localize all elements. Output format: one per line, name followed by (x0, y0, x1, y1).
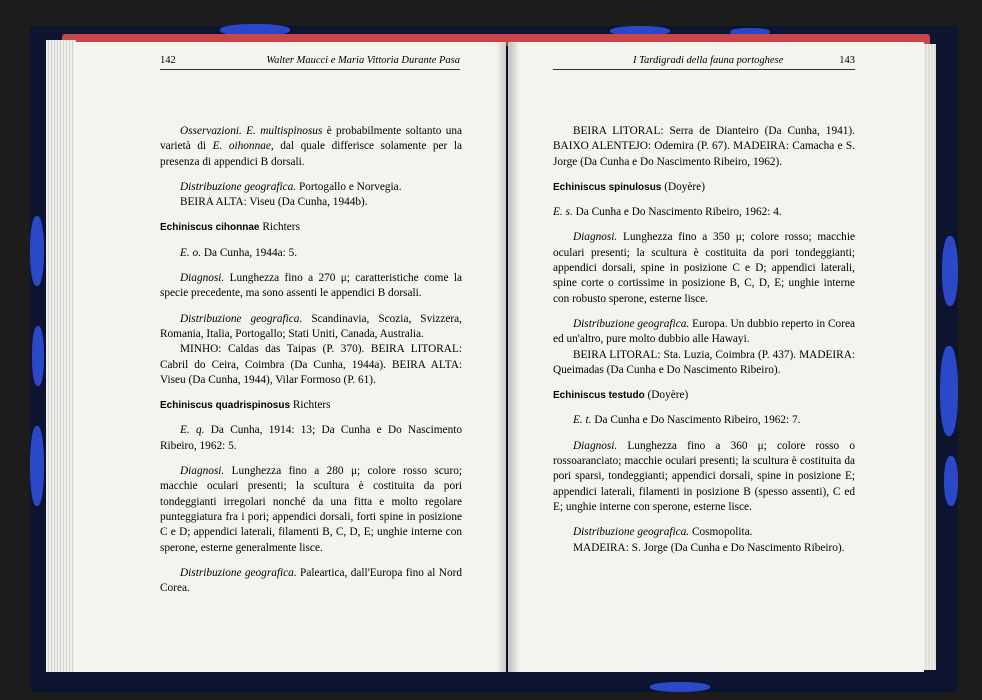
paragraph: BEIRA LITORAL: Serra de Dianteiro (Da Cunha, 1941). BAIXO ALENTEJO: Odemira (P. 67). MADEIRA: Camacha e S. Jorge (Da Cunha e Do Nascimento Ribeiro, 1962). (553, 125, 855, 168)
paragraph: BEIRA ALTA: Viseu (Da Cunha, 1944b). (180, 196, 368, 209)
paragraph: Diagnosi. Lunghezza fino a 350 μ; colore rosso; macchie oculari presenti; la scultura è costituita da pori tondeggianti; appendici dorsali, spine in posizione C e D; appendici laterali, spine corte o cortissime in posizione B, C, D, E; unghie interne con robusto sperone, esterne lisce. (553, 231, 855, 305)
paragraph: Distribuzione geografica. Portogallo e Norvegia. (180, 180, 402, 193)
paragraph: E. s. Da Cunha e Do Nascimento Ribeiro, 1962: 4. (553, 206, 782, 219)
section-heading: Echiniscus spinulosus (Doyère) (553, 180, 705, 193)
paragraph: Diagnosi. Lunghezza fino a 280 μ; colore rosso scuro; macchie oculari presenti; la scultura è costituita da pori tondeggianti irregolari nonché da una fitta e molto regolare punteggiatura fra i pori; appendici dorsali, forti spine in posizione C e D; appendici laterali, filamenti B, C, D, E; unghie interne con sperone, esterne generalmente lisce. (160, 465, 463, 554)
section-heading: Echiniscus testudo (Doyère) (553, 389, 689, 402)
paragraph: Osservazioni. E. multispinosus è probabilmente soltanto una varietà di E. oihonnae, dal quale differisce solamente per la presenza di appendici B dorsali. (160, 125, 462, 168)
book-gutter (496, 42, 520, 672)
paragraph: Diagnosi. Lunghezza fino a 270 μ; caratteristiche come la specie precedente, ma sono assenti le appendici B dorsali. (160, 272, 462, 300)
paragraph: Distribuzione geografica. Cosmopolita. (573, 526, 753, 539)
paragraph: MINHO: Caldas das Taipas (P. 370). BEIRA LITORAL: Cabril do Ceira, Coimbra (Da Cunha, 1944a). BEIRA ALTA: Viseu (Da Cunha, 1944), Vilar Formoso (P. 61). (160, 343, 462, 386)
right-header-title: I Tardigradi della fauna portoghese (633, 55, 784, 66)
left-running-head (160, 55, 460, 70)
paragraph: Distribuzione geografica. Europa. Un dubbio reperto in Corea ed un'altro, pure molto dubbio alle Hawayi. (553, 317, 855, 346)
right-page-body (553, 124, 855, 556)
page-stack-left (46, 40, 76, 672)
paragraph: BEIRA LITORAL: Sta. Luzia, Coimbra (P. 437). MADEIRA: Queimadas (Da Cunha e Do Nascimento Ribeiro). (553, 348, 855, 376)
page-stack-right (922, 44, 936, 670)
left-page-body (160, 124, 462, 596)
right-running-head (553, 55, 855, 70)
left-header-title: Walter Maucci e Maria Vittoria Durante Pasa (266, 55, 460, 66)
paragraph: Distribuzione geografica. Paleartica, dall'Europa fino al Nord Corea. (160, 566, 463, 595)
paragraph: E. t. Da Cunha e Do Nascimento Ribeiro, 1962: 7. (573, 414, 801, 427)
paragraph: E. o. Da Cunha, 1944a: 5. (180, 246, 298, 259)
right-page-number: 143 (839, 55, 855, 66)
paragraph: Diagnosi. Lunghezza fino a 360 μ; colore rosso o rossoaranciato; macchie oculari presenti; la scultura è costituita da pori sparsi, tondeggianti; appendici dorsali, spine in posizione E; appendici laterali, filamenti in posizione B (spesso assenti), C ed E; unghie interne con sperone, esterne lisce. (553, 439, 855, 513)
left-page-number: 142 (160, 55, 176, 66)
paragraph: E. q. Da Cunha, 1914: 13; Da Cunha e Do Nascimento Ribeiro, 1962: 5. (160, 424, 462, 452)
section-heading: Echiniscus quadrispinosus Richters (160, 399, 331, 412)
paragraph: MADEIRA: S. Jorge (Da Cunha e Do Nascimento Ribeiro). (573, 541, 845, 554)
paragraph: Distribuzione geografica. Scandinavia, Scozia, Svizzera, Romania, Italia, Portogallo; Stati Uniti, Canada, Australia. (160, 312, 463, 340)
section-heading: Echiniscus cihonnae Richters (160, 221, 300, 234)
